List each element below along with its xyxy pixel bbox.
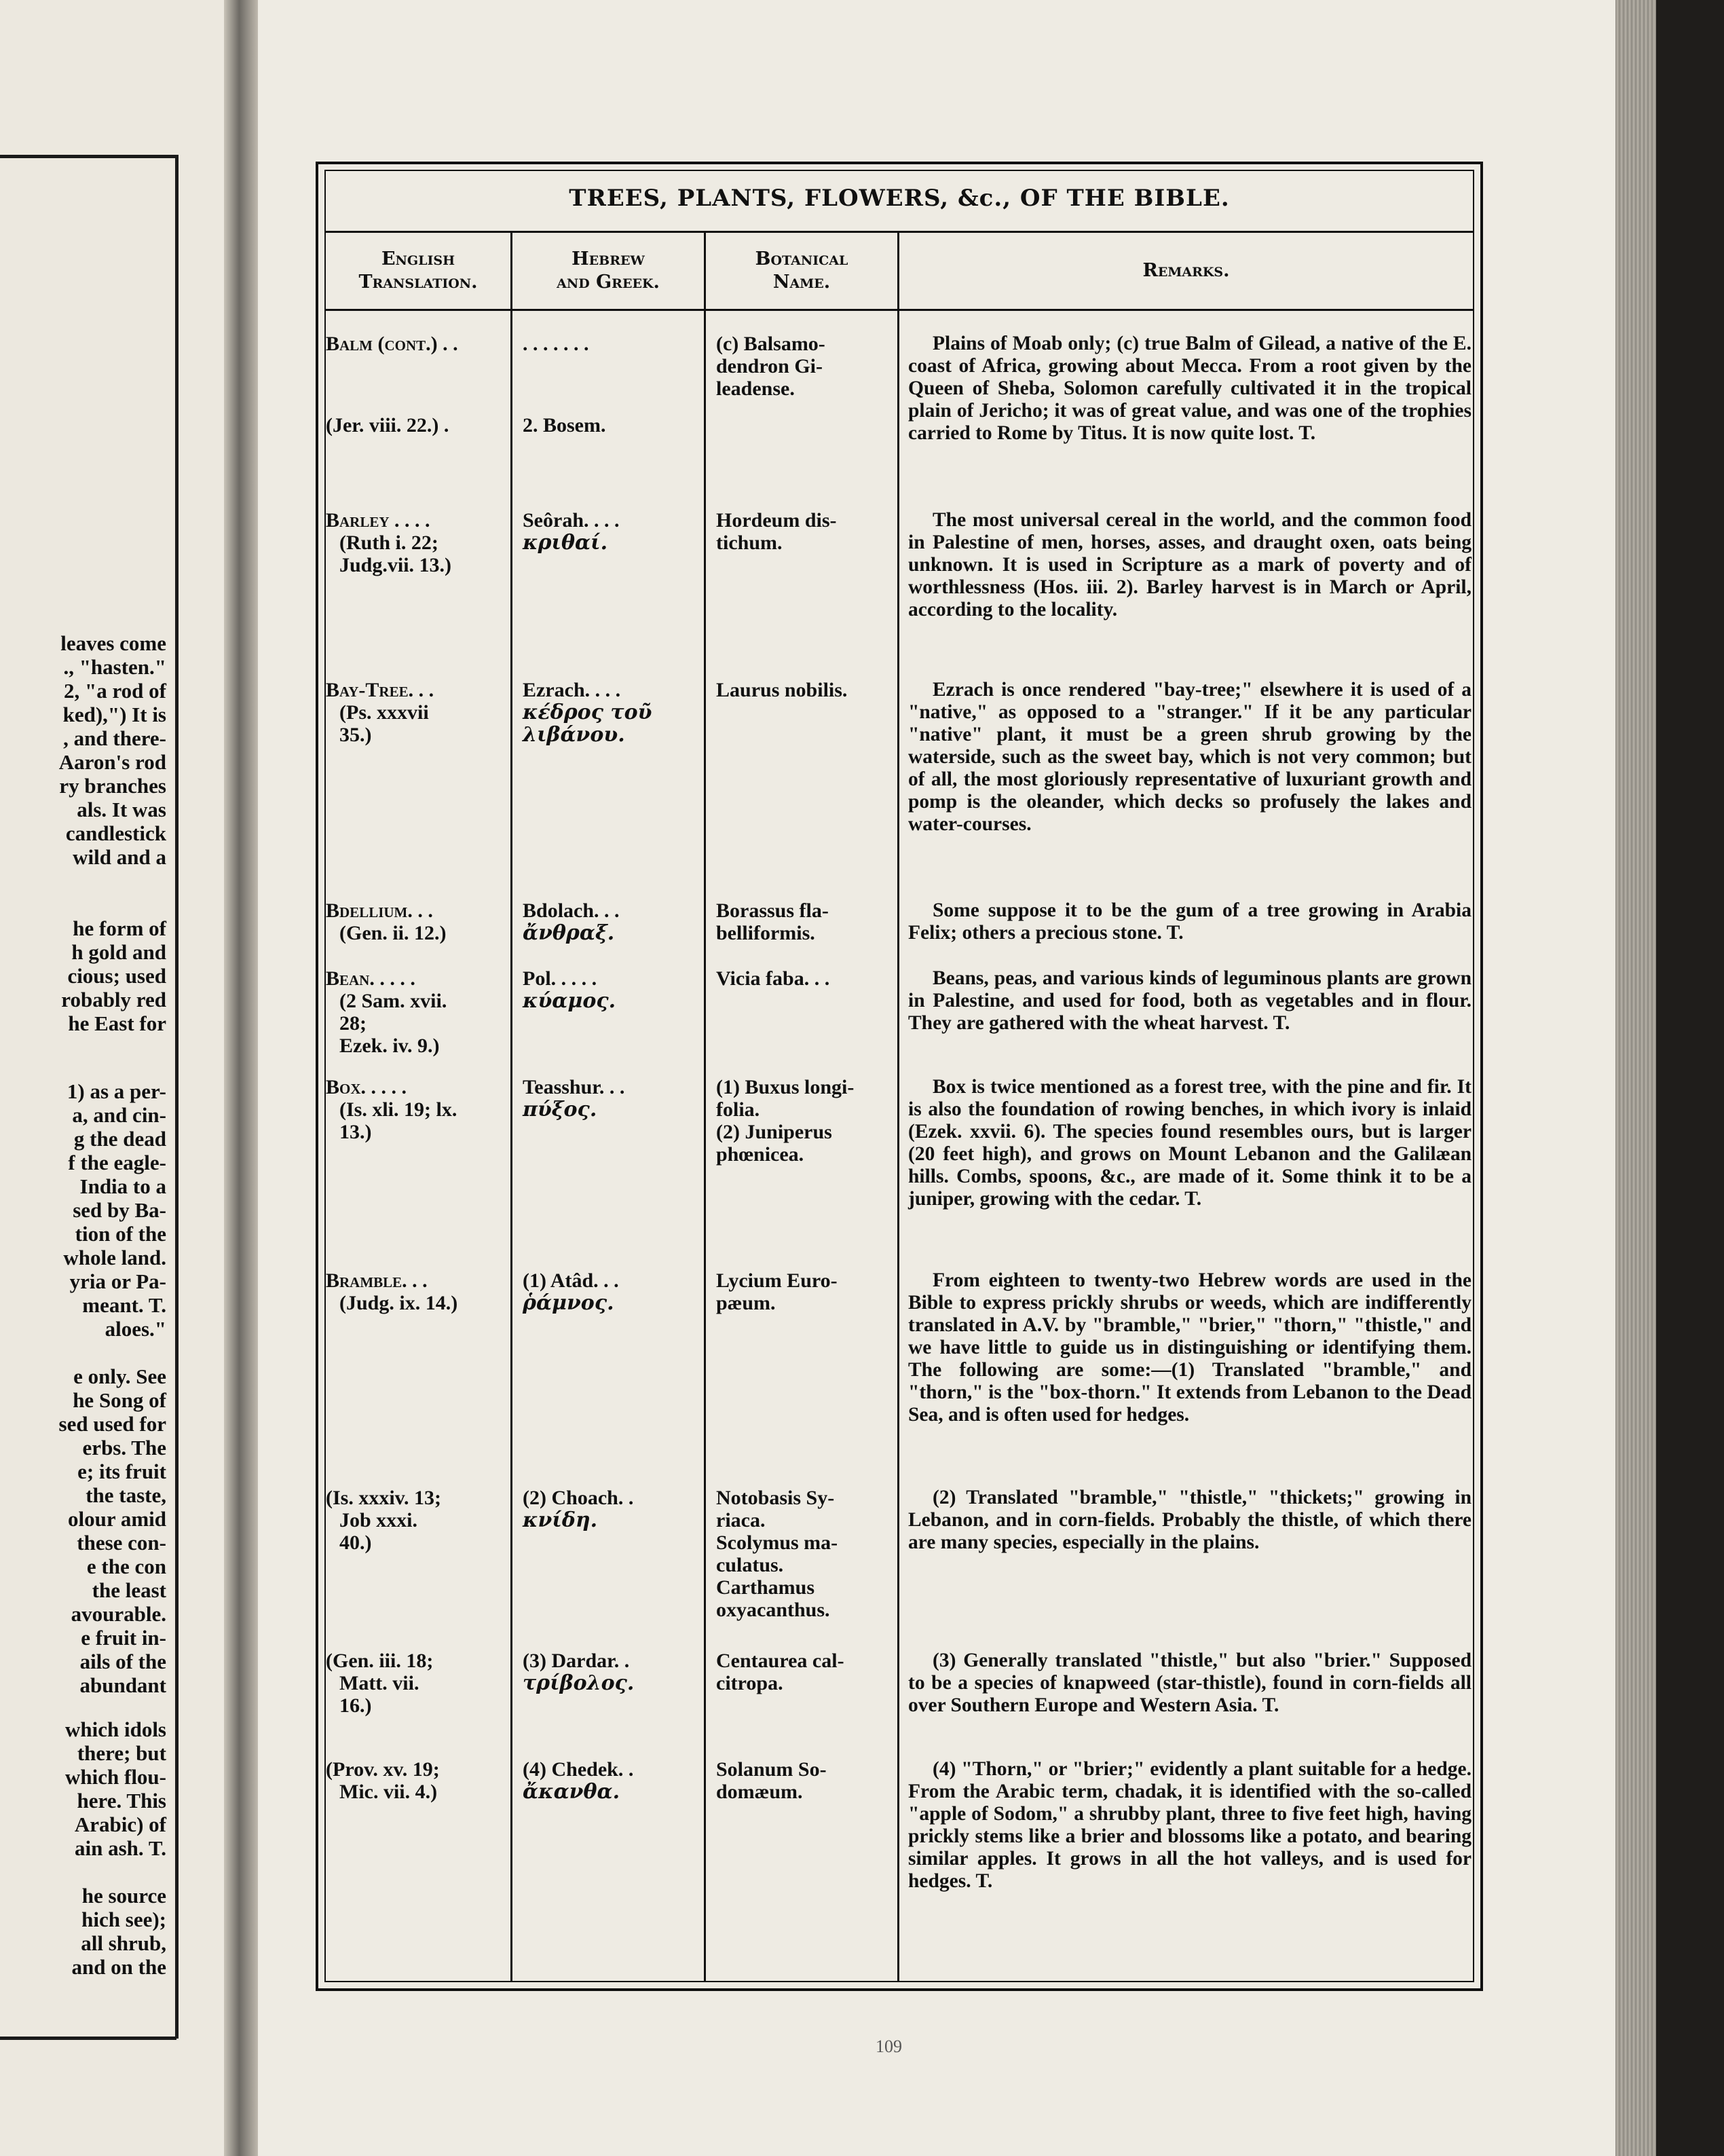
english-line: (Is. xli. 19; lx. bbox=[339, 1098, 457, 1121]
hebrew-line: ἄνθραξ. bbox=[523, 921, 615, 945]
row-remarks-cell: Plains of Moab only; (c) true Balm of Gilead, a native of the E. coast of Africa, growing about Mecca. From a root given by the Queen of Sheba, Solomon carefully cultivated it in the tropical plain of Jericho; it was of great value, and was one of the trophies carried to Rome by Titus. It is now quite lost. T. bbox=[908, 333, 1472, 444]
left-page-line: olour amid bbox=[68, 1507, 166, 1531]
row-remarks-cell: Some suppose it to be the gum of a tree growing in Arabia Felix; others a precious stone. T. bbox=[908, 899, 1472, 944]
left-page-line: the taste, bbox=[86, 1483, 166, 1507]
row-hebrew-cell bbox=[523, 1076, 692, 1121]
left-page-line: India to a bbox=[79, 1174, 166, 1198]
row-remarks-cell: The most universal cereal in the world, and the common food in Palestine of men, horses, asses, and draught oxen, oats being unknown. It is used in Scripture as a mark of poverty and of worthlessness (Hos. iii. 2). Barley harvest is in March or April, according to the locality. bbox=[908, 509, 1472, 620]
row-botanical-cell bbox=[716, 1076, 896, 1166]
english-line: 13.) bbox=[339, 1121, 372, 1143]
left-page-line: here. This bbox=[77, 1789, 166, 1813]
botanical-line: Scolymus ma- bbox=[716, 1531, 838, 1554]
left-page-line: sed by Ba- bbox=[73, 1198, 166, 1222]
botanical-line: culatus. bbox=[716, 1554, 784, 1576]
botanical-line: phœnicea. bbox=[716, 1143, 804, 1166]
column-divider-3 bbox=[897, 232, 899, 1981]
left-page-line: sed used for bbox=[58, 1412, 166, 1436]
botanical-line: tichum. bbox=[716, 532, 783, 554]
english-line: 35.) bbox=[339, 724, 372, 746]
left-page-line: tion of the bbox=[75, 1222, 166, 1246]
left-page-line: g the dead bbox=[73, 1127, 166, 1151]
left-page-line: h gold and bbox=[71, 940, 166, 964]
row-english-cell bbox=[326, 679, 506, 746]
botanical-line: Vicia faba. . . bbox=[716, 967, 830, 990]
left-page-line: meant. T. bbox=[82, 1293, 166, 1317]
row-english-cell bbox=[326, 1487, 506, 1554]
page-number: 109 bbox=[876, 2037, 902, 2056]
row-english-cell bbox=[326, 967, 506, 1057]
row-remarks-cell: (4) "Thorn," or "brier;" evidently a plant suitable for a hedge. From the Arabic term, chadak, it is identified with the so-called "apple of Sodom," a shrubby plant, three to five feet high, having prickly stems like a brier and blossoms like a potato, and bearing similar apples. It grows in all the hot valleys, and is used for hedges. T. bbox=[908, 1758, 1472, 1892]
english-line: Judg.vii. 13.) bbox=[339, 554, 452, 576]
title-rule bbox=[324, 231, 1474, 233]
botanical-line: Notobasis Sy- bbox=[716, 1487, 835, 1509]
hebrew-line: πύξος. bbox=[523, 1098, 597, 1121]
botanical-line: belliformis. bbox=[716, 922, 815, 944]
left-page-line: whole land. bbox=[63, 1246, 166, 1269]
hebrew-line: (1) Atâd. . . bbox=[523, 1269, 619, 1292]
row-remarks-cell: Box is twice mentioned as a forest tree, with the pine and fir. It is also the foundation of rowing benches, in which ivory is inlaid (Ezek. xxvii. 6). The species found resembles ours, but is larger (20 feet high), and grows on Mount Lebanon and the Galilæan hills. Combs, spoons, &c., are made of it. Some think it to be a juniper, growing with the cedar. T. bbox=[908, 1076, 1472, 1210]
row-hebrew-cell bbox=[523, 679, 692, 746]
botanical-line: oxyacanthus. bbox=[716, 1599, 830, 1621]
english-line: Job xxxi. bbox=[339, 1509, 418, 1531]
hebrew-line: ἄκανθα. bbox=[523, 1780, 620, 1804]
row-english-cell bbox=[326, 1758, 506, 1803]
left-page-line: robably red bbox=[61, 988, 166, 1011]
row-hebrew-cell bbox=[523, 333, 692, 355]
english-line: Ezek. iv. 9.) bbox=[339, 1035, 440, 1057]
botanical-line: domæum. bbox=[716, 1781, 803, 1803]
row-hebrew-cell bbox=[523, 1269, 692, 1314]
botanical-line: (1) Buxus longi- bbox=[716, 1076, 855, 1098]
left-page-line: e only. See bbox=[73, 1364, 166, 1388]
row-remarks-cell: Beans, peas, and various kinds of leguminous plants are grown in Palestine, and used for food, both as vegetables and in flour. They are gathered with the wheat harvest. T. bbox=[908, 967, 1472, 1034]
hebrew-line: Pol. . . . . bbox=[523, 967, 597, 990]
left-page-line: e fruit in- bbox=[81, 1626, 166, 1650]
english-line: (Jer. viii. 22.) . bbox=[326, 414, 449, 436]
left-page-line: ked),") It is bbox=[62, 703, 166, 726]
row-remarks-cell: (2) Translated "bramble," "thistle," "thickets;" growing in Lebanon, and in corn-fields. Probably the thistle, of which there are many species, especially in the plains. bbox=[908, 1487, 1472, 1553]
english-line: Bdellium. . . bbox=[326, 899, 433, 922]
background bbox=[1656, 0, 1724, 2156]
english-line: 16.) bbox=[339, 1694, 372, 1717]
botanical-line: (c) Balsamo- bbox=[716, 333, 825, 355]
english-line: Box. . . . . bbox=[326, 1076, 407, 1098]
left-page-line: the least bbox=[92, 1578, 166, 1602]
row-remarks-cell: Ezrach is once rendered "bay-tree;" elsewhere it is used of a "native," as opposed to a "stranger." If it be any particular "native" plant, it must be a green shrub growing by the waterside, such as the sweet bay, which is not very common; but of all, the most gloriously representative of luxuriant growth and pomp is the oleander, which decks so profusely the lakes and water-courses. bbox=[908, 679, 1472, 835]
hebrew-line: λιβάνου. bbox=[523, 723, 625, 747]
row-english-cell bbox=[326, 333, 506, 355]
botanical-line: Hordeum dis- bbox=[716, 509, 837, 532]
row-botanical-cell bbox=[716, 333, 896, 400]
left-page-line: 2, "a rod of bbox=[64, 679, 166, 703]
english-line: (2 Sam. xvii. bbox=[339, 990, 447, 1012]
row-hebrew-cell bbox=[523, 1758, 692, 1803]
botanical-line: Borassus fla- bbox=[716, 899, 829, 922]
botanical-line: Centaurea cal- bbox=[716, 1650, 844, 1672]
left-page-border bbox=[175, 155, 179, 2039]
table-title: TREES, PLANTS, FLOWERS, &c., OF THE BIBLE. bbox=[569, 185, 1230, 212]
hebrew-line: κνίδη. bbox=[523, 1508, 598, 1532]
botanical-line: pæum. bbox=[716, 1292, 776, 1314]
row-botanical-cell bbox=[716, 1269, 896, 1314]
botanical-line: Laurus nobilis. bbox=[716, 679, 848, 701]
hebrew-line: κέδρος τοῦ bbox=[523, 701, 652, 724]
row-botanical-cell bbox=[716, 1487, 896, 1621]
hebrew-line: . . . . . . . bbox=[523, 333, 589, 355]
left-page-line: he East for bbox=[68, 1011, 166, 1035]
hebrew-line: (4) Chedek. . bbox=[523, 1758, 634, 1781]
left-page-line: als. It was bbox=[77, 798, 166, 821]
left-page-line: wild and a bbox=[73, 845, 166, 869]
left-page-line: ry branches bbox=[59, 774, 166, 798]
hebrew-line: ῥάμνος. bbox=[523, 1291, 614, 1315]
row-english-cell bbox=[326, 1650, 506, 1717]
botanical-line: leadense. bbox=[716, 377, 795, 400]
english-line: 40.) bbox=[339, 1531, 372, 1554]
left-page-line: abundant bbox=[79, 1673, 166, 1697]
left-page-line: all shrub, bbox=[81, 1931, 166, 1955]
left-page-line: which idols bbox=[64, 1717, 166, 1741]
botanical-line: folia. bbox=[716, 1098, 760, 1121]
left-page-line: cious; used bbox=[67, 964, 166, 988]
english-line: 28; bbox=[339, 1012, 367, 1035]
english-line: (Ps. xxxvii bbox=[339, 701, 429, 724]
row-hebrew-cell bbox=[523, 1650, 692, 1694]
header-remarks: Remarks. bbox=[1142, 260, 1230, 281]
header-rule bbox=[324, 309, 1474, 311]
left-page-line: candlestick bbox=[65, 821, 166, 845]
book-gutter bbox=[224, 0, 258, 2156]
hebrew-line: κύαμος. bbox=[523, 989, 616, 1013]
left-page-line: ., "hasten." bbox=[63, 655, 166, 679]
row-hebrew-cell bbox=[523, 899, 692, 944]
left-page-line: f the eagle- bbox=[68, 1151, 166, 1174]
left-page-line: he form of bbox=[73, 916, 166, 940]
left-page-line: he Song of bbox=[73, 1388, 166, 1412]
left-page-line: yria or Pa- bbox=[69, 1269, 166, 1293]
row-botanical-cell bbox=[716, 679, 896, 701]
left-page-line: there; but bbox=[77, 1741, 166, 1765]
english-line: Mic. vii. 4.) bbox=[339, 1781, 438, 1803]
left-page-line: Aaron's rod bbox=[58, 750, 166, 774]
english-line: Barley . . . . bbox=[326, 509, 430, 532]
left-page-line: avourable. bbox=[71, 1602, 166, 1626]
row-botanical-cell bbox=[716, 967, 896, 990]
header-botanical bbox=[706, 248, 897, 294]
header-hebrew-line-1: Hebrew bbox=[571, 248, 645, 270]
botanical-line: Solanum So- bbox=[716, 1758, 827, 1781]
row-hebrew-cell bbox=[523, 509, 692, 554]
column-divider-2 bbox=[704, 232, 706, 1981]
hebrew-line: 2. Bosem. bbox=[523, 414, 606, 436]
left-page-line: which flou- bbox=[65, 1765, 166, 1789]
botanical-line: (2) Juniperus bbox=[716, 1121, 832, 1143]
left-page-line: e the con bbox=[86, 1555, 166, 1578]
hebrew-line: Ezrach. . . . bbox=[523, 679, 621, 701]
row-botanical-cell bbox=[716, 509, 896, 554]
left-page-line: Arabic) of bbox=[74, 1813, 166, 1836]
left-page-line: , and there- bbox=[63, 726, 166, 750]
hebrew-line: Teasshur. . . bbox=[523, 1076, 625, 1098]
row-hebrew-cell bbox=[523, 414, 692, 436]
row-remarks-cell: (3) Generally translated "thistle," but also "brier." Supposed to be a species of knapweed (star-thistle), found in corn-fields all over Southern Europe and Western Asia. T. bbox=[908, 1650, 1472, 1716]
english-line: Bramble. . . bbox=[326, 1269, 428, 1292]
left-page-line: ain ash. T. bbox=[75, 1836, 166, 1860]
left-page-bottom-rule bbox=[0, 2037, 176, 2040]
botanical-line: citropa. bbox=[716, 1672, 783, 1694]
botanical-line: riaca. bbox=[716, 1509, 766, 1531]
left-page-line: erbs. The bbox=[82, 1436, 166, 1460]
english-line: Bay-Tree. . . bbox=[326, 679, 434, 701]
hebrew-line: (2) Choach. . bbox=[523, 1487, 634, 1509]
left-page-line: these con- bbox=[77, 1531, 166, 1555]
botanical-line: Lycium Euro- bbox=[716, 1269, 838, 1292]
header-hebrew-line-2: and Greek. bbox=[557, 272, 660, 293]
english-line: (Ruth i. 22; bbox=[339, 532, 438, 554]
botanical-line: Carthamus bbox=[716, 1576, 815, 1599]
botanical-line: dendron Gi- bbox=[716, 355, 823, 377]
header-english-line-2: Translation. bbox=[358, 272, 478, 293]
left-page-top-rule bbox=[0, 155, 176, 158]
english-line: (Gen. ii. 12.) bbox=[339, 922, 447, 944]
header-hebrew bbox=[512, 248, 704, 294]
row-english-cell bbox=[326, 414, 506, 436]
hebrew-line: τρίβολος. bbox=[523, 1671, 635, 1695]
header-botanical-line-2: Name. bbox=[772, 272, 831, 293]
hebrew-line: Bdolach. . . bbox=[523, 899, 620, 922]
english-line: Bean. . . . . bbox=[326, 967, 415, 990]
left-page-line: leaves come bbox=[60, 631, 166, 655]
column-divider-1 bbox=[510, 232, 512, 1981]
left-page-line: ails of the bbox=[79, 1650, 166, 1673]
english-line: (Is. xxxiv. 13; bbox=[326, 1487, 442, 1509]
row-botanical-cell bbox=[716, 1758, 896, 1803]
header-english bbox=[326, 248, 510, 294]
row-english-cell bbox=[326, 1076, 506, 1143]
left-facing-page bbox=[0, 0, 231, 2156]
hebrew-line: (3) Dardar. . bbox=[523, 1650, 630, 1672]
left-page-line: a, and cin- bbox=[72, 1103, 166, 1127]
row-remarks-cell: From eighteen to twenty-two Hebrew words are used in the Bible to express prickly shrubs or weeds, which are indifferently translated in A.V. by "bramble," "brier," "thorn," "thistle," and we have little to guide us in distinguishing or identifying them. The following are some:—(1) Translated "bramble," and "thorn," is the "box-thorn." It extends from Lebanon to the Dead Sea, and is often used for hedges. bbox=[908, 1269, 1472, 1426]
english-line: (Prov. xv. 19; bbox=[326, 1758, 440, 1781]
page-edges bbox=[1615, 0, 1656, 2156]
left-page-line: and on the bbox=[71, 1955, 166, 1979]
left-page-line: aloes." bbox=[105, 1317, 166, 1341]
english-line: Matt. vii. bbox=[339, 1672, 419, 1694]
hebrew-line: κριθαί. bbox=[523, 531, 608, 555]
left-page-line: e; its fruit bbox=[77, 1460, 166, 1483]
left-page-line: 1) as a per- bbox=[67, 1079, 166, 1103]
row-hebrew-cell bbox=[523, 1487, 692, 1531]
hebrew-line: Seôrah. . . . bbox=[523, 509, 620, 532]
row-botanical-cell bbox=[716, 899, 896, 944]
row-hebrew-cell bbox=[523, 967, 692, 1012]
english-line: (Judg. ix. 14.) bbox=[339, 1292, 458, 1314]
english-line: Balm (cont.) . . bbox=[326, 333, 458, 355]
row-english-cell bbox=[326, 1269, 506, 1314]
row-botanical-cell bbox=[716, 1650, 896, 1694]
left-page-line: he source bbox=[81, 1884, 166, 1908]
header-english-line-1: English bbox=[381, 248, 455, 270]
row-english-cell bbox=[326, 509, 506, 576]
left-page-line: hich see); bbox=[81, 1908, 166, 1931]
english-line: (Gen. iii. 18; bbox=[326, 1650, 434, 1672]
row-english-cell bbox=[326, 899, 506, 944]
header-botanical-line-1: Botanical bbox=[755, 248, 848, 270]
